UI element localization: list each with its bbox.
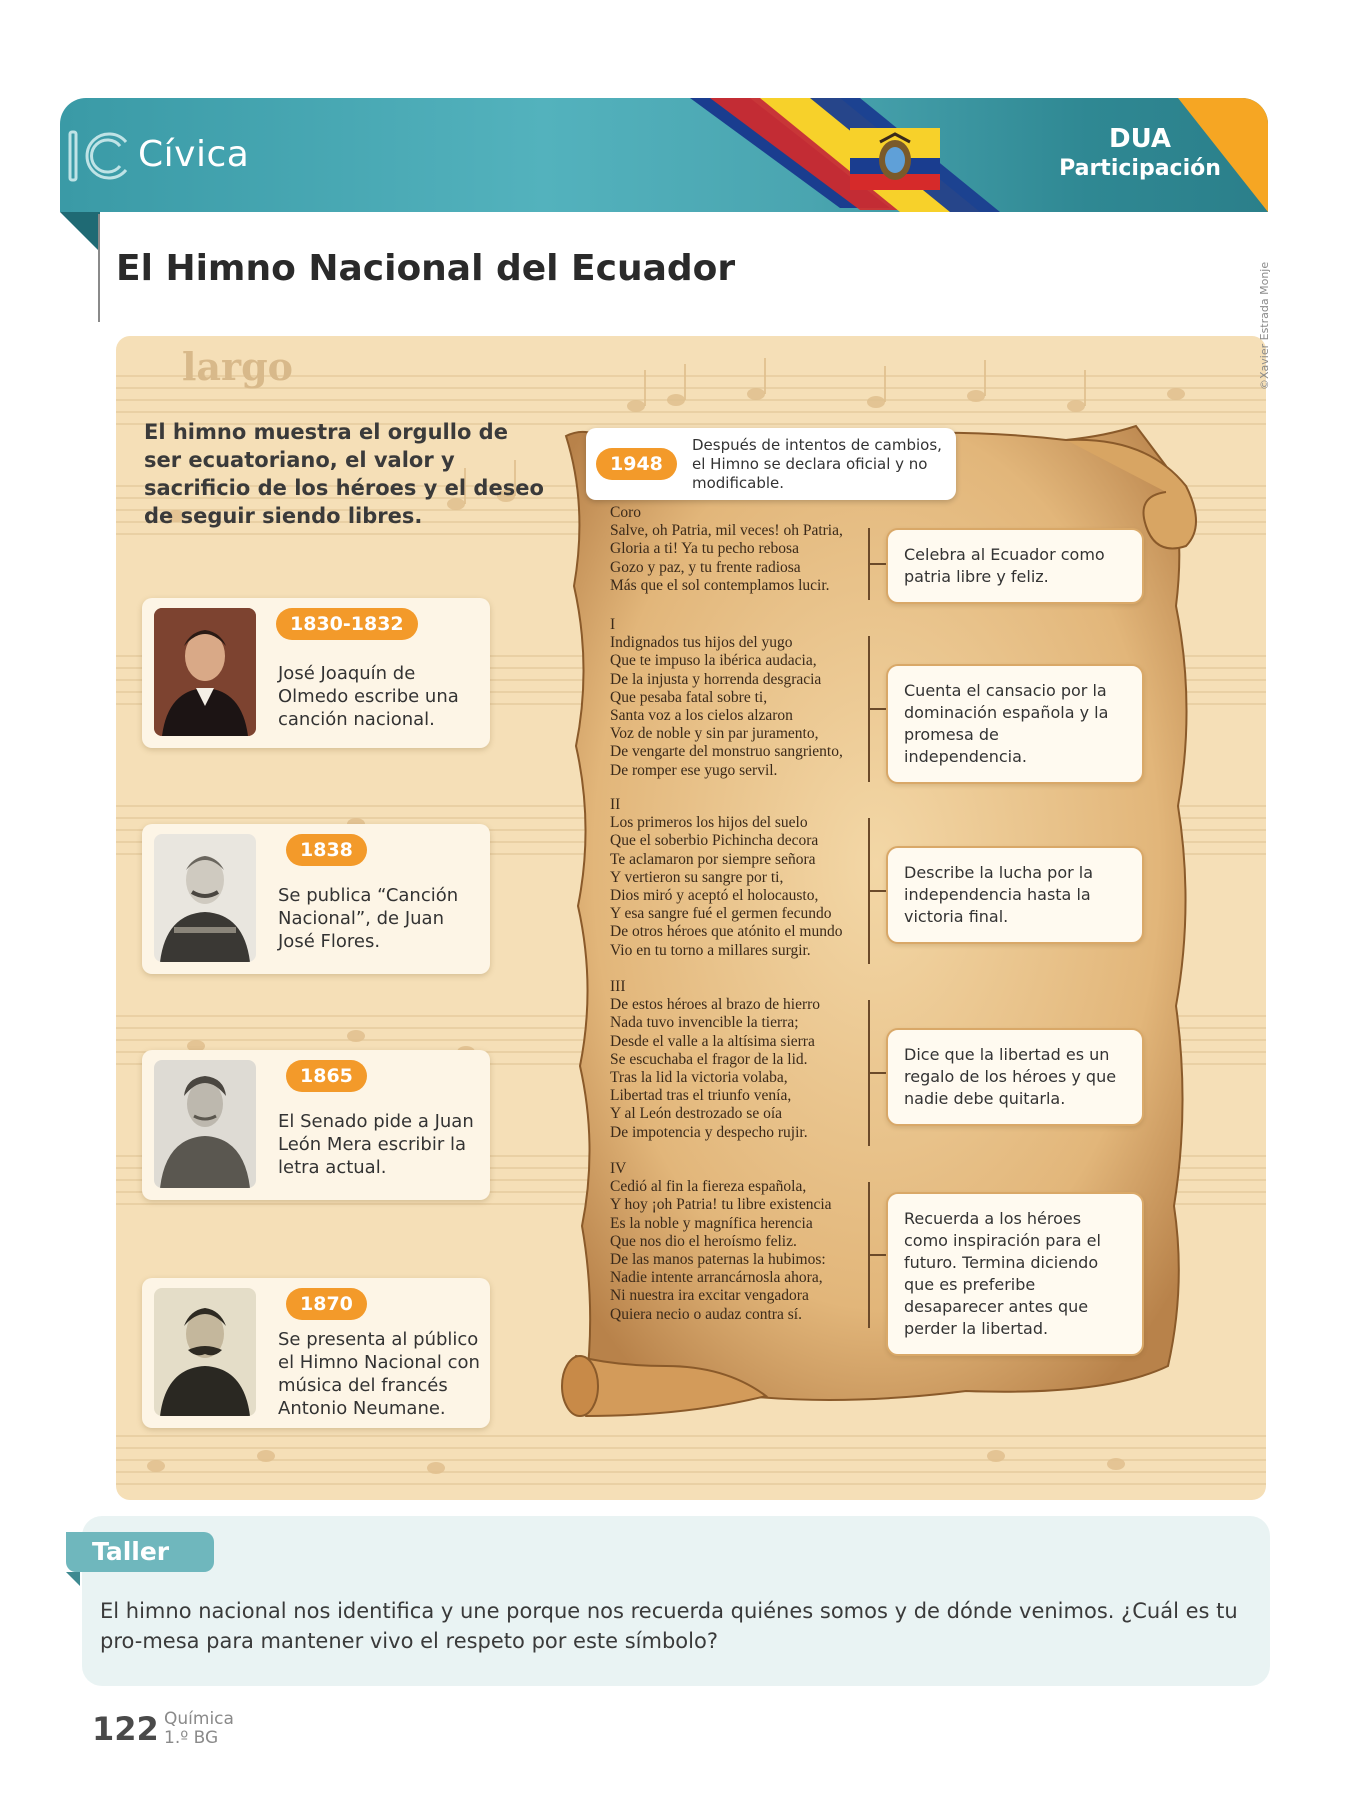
photo-credit: ©Xavier Estrada Monje	[1258, 261, 1271, 390]
stanza-line: Salve, oh Patria, mil veces! oh Patria,	[610, 522, 843, 540]
taller-label-fold	[66, 1572, 80, 1586]
header-fold	[60, 212, 100, 252]
bracket-connector	[868, 708, 888, 710]
stanza-line: Gloria a ti! Ya tu pecho rebosa	[610, 540, 799, 558]
stanza-label: IV	[610, 1160, 627, 1177]
timeline-text: Se publica “Canción Nacional”, de Juan José Flores.	[278, 885, 459, 952]
stanza-line: Nada tuvo invencible la tierra;	[610, 1014, 799, 1032]
stanza-line: Indignados tus hijos del yugo	[610, 634, 793, 652]
stanza-label: I	[610, 616, 616, 633]
stanza-line: Desde el valle a la altísima sierra	[610, 1032, 815, 1050]
stanza-line: Que pesaba fatal sobre ti,	[610, 688, 768, 706]
stanza-line: Que te impuso la ibérica audacia,	[610, 652, 817, 670]
anthem-stanza-coro	[610, 504, 882, 595]
stanza-line: Más que el sol contemplamos lucir.	[610, 576, 830, 594]
stanza-label: II	[610, 796, 621, 813]
stanza-meaning-3: Dice que la libertad es un regalo de los héroes y que nadie debe quitarla.	[886, 1028, 1144, 1126]
section-header	[60, 98, 1268, 212]
stanza-line: De la injusta y horrenda desgracia	[610, 670, 822, 688]
subject-info	[164, 1710, 234, 1748]
stanza-line: Voz de noble y sin par juramento,	[610, 725, 819, 743]
stanza-meaning-coro: Celebra al Ecuador como patria libre y feliz.	[886, 528, 1144, 604]
stanza-line: Santa voz a los cielos alzaron	[610, 707, 793, 725]
stanza-line: Los primeros los hijos del suelo	[610, 814, 808, 832]
dua-badge	[990, 124, 1268, 181]
stanza-line: De romper ese yugo servil.	[610, 761, 778, 779]
taller-question: El himno nacional nos identifica y une porque nos recuerda quiénes somos y de dónde venimos. ¿Cuál es tu pro-mesa para mantener vivo el respeto por este símbolo?	[100, 1599, 1238, 1653]
declaration-callout	[586, 428, 956, 500]
stanza-label: Coro	[610, 504, 641, 521]
bracket-connector	[868, 890, 888, 892]
bracket-connector	[868, 563, 888, 565]
stanza-line: Dios miró y aceptó el holocausto,	[610, 887, 819, 905]
stanza-line: Que el soberbio Pichincha decora	[610, 832, 819, 850]
anthem-infographic	[116, 336, 1266, 1500]
stanza-meaning-1: Cuenta el cansacio por la dominación española y la promesa de independencia.	[886, 664, 1144, 784]
bracket-connector	[868, 1254, 888, 1256]
stanza-line: Y al León destrozado se oía	[610, 1105, 783, 1123]
stanza-line: Que nos dio el heroísmo feliz.	[610, 1232, 797, 1250]
declaration-text: Después de intentos de cambios, el Himno se declara oficial y no modificable.	[692, 436, 942, 492]
anthem-stanza-2	[610, 796, 882, 960]
title-rule	[98, 214, 100, 322]
stanza-line: Y hoy ¡oh Patria! tu libre existencia	[610, 1196, 832, 1214]
anthem-stanza-3	[610, 978, 882, 1142]
timeline-text: Se presenta al público el Himno Nacional con música del francés Antonio Neumane.	[278, 1329, 480, 1419]
stanza-line: Se escuchaba el fragor de la lid.	[610, 1050, 808, 1068]
stanza-line: Es la noble y magnífica herencia	[610, 1214, 813, 1232]
dua-subtitle: Participación	[1059, 156, 1221, 181]
portrait-flores	[154, 834, 256, 962]
year-badge: 1865	[286, 1060, 367, 1092]
ic-logo-icon	[66, 128, 132, 184]
page-title: El Himno Nacional del Ecuador	[116, 248, 736, 289]
stanza-line: Ni nuestra ira excitar vengadora	[610, 1287, 809, 1305]
timeline-card-1830	[142, 598, 490, 748]
timeline-card-1870	[142, 1278, 490, 1428]
year-badge: 1830-1832	[276, 608, 418, 640]
stanza-line: Nadie intente arrancárnosla ahora,	[610, 1269, 823, 1287]
stanza-line: De impotencia y despecho rujir.	[610, 1123, 808, 1141]
portrait-olmedo	[154, 608, 256, 736]
tempo-marking: largo	[182, 344, 293, 389]
year-badge: 1870	[286, 1288, 367, 1320]
page-number: 122	[92, 1710, 159, 1748]
timeline-card-1838	[142, 824, 490, 974]
stanza-line: De otros héroes que atónito el mundo	[610, 923, 843, 941]
portrait-neumane	[154, 1288, 256, 1416]
stanza-line: Gozo y paz, y tu frente radiosa	[610, 558, 801, 576]
stanza-meaning-2: Describe la lucha por la independencia hasta la victoria final.	[886, 846, 1144, 944]
subject-grade: 1.º BG	[164, 1728, 219, 1748]
taller-label: Taller	[66, 1532, 214, 1572]
stanza-line: Y esa sangre fué el germen fecundo	[610, 905, 832, 923]
bracket-connector	[868, 1072, 888, 1074]
stanza-line: Te aclamaron por siempre señora	[610, 850, 816, 868]
timeline-text: José Joaquín de Olmedo escribe una canción nacional.	[278, 663, 459, 730]
year-badge: 1838	[286, 834, 367, 866]
stanza-line: Tras la lid la victoria volaba,	[610, 1069, 788, 1087]
stanza-meaning-4: Recuerda a los héroes como inspiración para el futuro. Termina diciendo que es preferibe desaparecer antes que perder la libertad.	[886, 1192, 1144, 1356]
year-badge: 1948	[596, 448, 677, 480]
dua-title: DUA	[1108, 124, 1172, 154]
stanza-line: Vio en tu torno a millares surgir.	[610, 941, 811, 959]
timeline-text: El Senado pide a Juan León Mera escribir la letra actual.	[278, 1111, 474, 1178]
stanza-line: Y vertieron su sangre por ti,	[610, 868, 784, 886]
stanza-label: III	[610, 978, 626, 995]
stanza-line: De las manos paternas la hubimos:	[610, 1251, 826, 1269]
portrait-mera	[154, 1060, 256, 1188]
stanza-line: De estos héroes al brazo de hierro	[610, 996, 821, 1014]
intro-text: El himno muestra el orgullo de ser ecuatoriano, el valor y sacrificio de los héroes y el deseo de seguir siendo libres.	[144, 420, 544, 528]
subject-name: Química	[164, 1709, 234, 1729]
stanza-line: Quiera necio o audaz contra sí.	[610, 1305, 802, 1323]
section-title: Cívica	[138, 134, 250, 175]
stanza-line: Cedió al fin la fiereza española,	[610, 1178, 807, 1196]
timeline-card-1865	[142, 1050, 490, 1200]
stanza-line: De vengarte del monstruo sangriento,	[610, 743, 843, 761]
stanza-line: Libertad tras el triunfo venía,	[610, 1087, 792, 1105]
anthem-stanza-4	[610, 1160, 882, 1324]
anthem-stanza-1	[610, 616, 882, 780]
